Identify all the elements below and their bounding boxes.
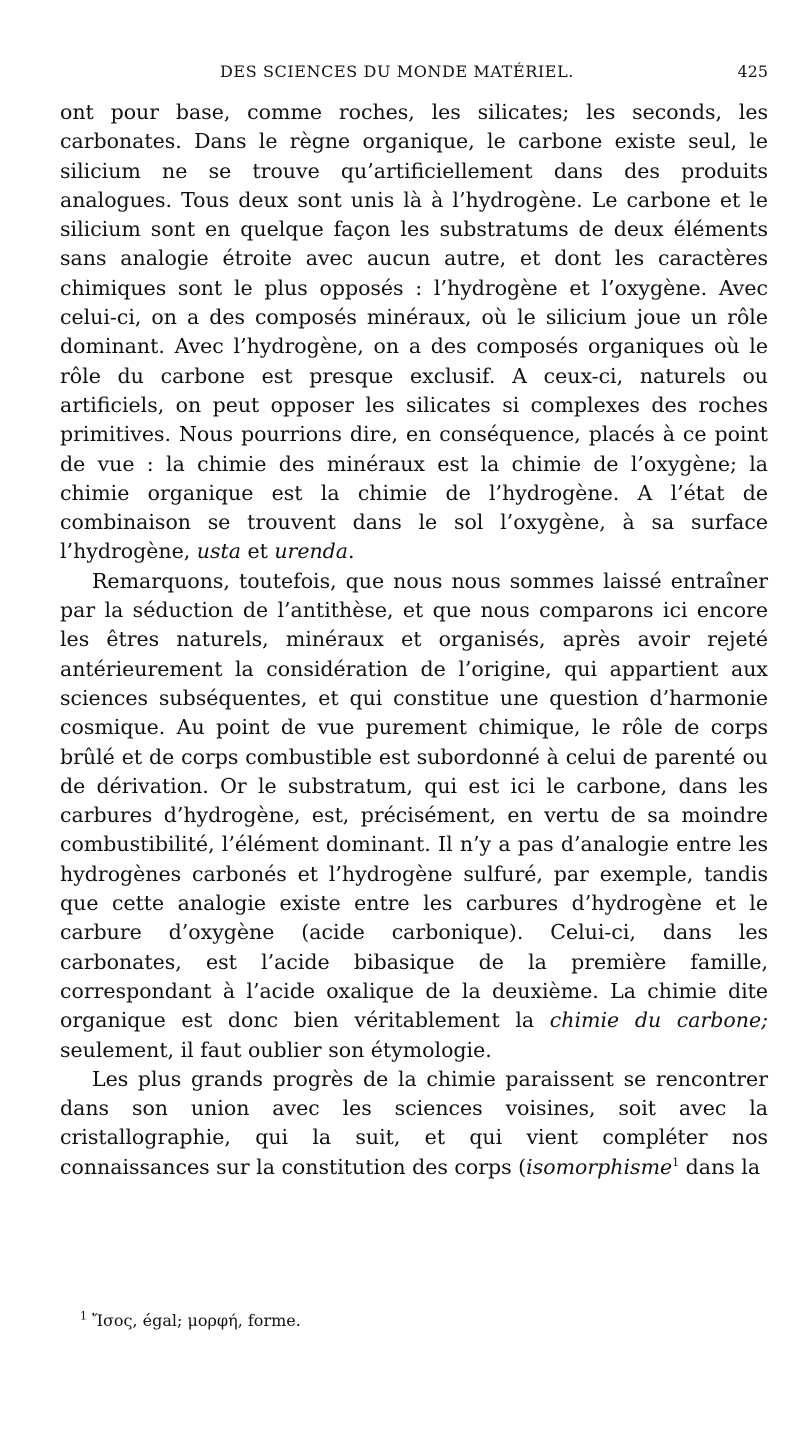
paragraph-3-end: dans la — [679, 1154, 761, 1179]
paragraph-2-end: seulement, il faut oublier son étymologie. — [60, 1037, 492, 1062]
paragraph-1-between: et — [240, 539, 275, 564]
paragraph-1-italic-urenda: urenda — [274, 539, 349, 564]
footnote — [80, 1310, 301, 1332]
paragraph-1 — [60, 98, 768, 567]
footnote-marker: 1 — [80, 1309, 87, 1323]
running-title: DES SCIENCES DU MONDE MATÉRIEL. — [220, 62, 574, 81]
paragraph-3-italic: isomorphisme — [526, 1154, 673, 1179]
running-head — [60, 58, 768, 92]
paragraph-2 — [60, 567, 768, 1065]
body-text — [60, 98, 768, 1182]
footnote-reference[interactable]: 1 — [672, 1155, 680, 1169]
page-number: 425 — [737, 62, 768, 81]
paragraph-1-text: ont pour base, comme roches, les silicates; les seconds, les carbonates. Dans le règne organique, le carbone existe seul, le silicium ne se trouve qu’artificiellement dans des produits analogues. Tous deux sont unis là à l’hydrogène. Le carbone et le silicium sont en quelque façon les substratums de deux éléments sans analogie étroite avec aucun autre, et dont les caractères chimiques sont le plus opposés : l’hydrogène et l’oxygène. Avec celui-ci, on a des composés minéraux, où le silicium joue un rôle dominant. Avec l’hydrogène, on a des composés organiques où le rôle du carbone est presque exclusif. A ceux-ci, naturels ou artificiels, on peut opposer les silicates si complexes des roches primitives. Nous pourrions dire, en conséquence, placés à ce point de vue : la chimie des minéraux est la chimie de l’oxygène; la chimie organique est la chimie de l’hydrogène. A l’état de combinaison se trouvent dans le sol l’oxygène, à sa surface l’hydrogène, — [60, 100, 768, 564]
footnote-text: Ἴσος, égal; μορφή, forme. — [87, 1311, 301, 1330]
paragraph-1-italic-usta: usta — [196, 539, 241, 564]
paragraph-2-text: Remarquons, toutefois, que nous nous sommes laissé entraîner par la séduction de l’antithèse, et que nous comparons ici encore les êtres naturels, minéraux et organisés, après avoir rejeté antérieurement la considération de l’origine, qui appartient aux sciences subséquentes, et qui constitue une question d’harmonie cosmique. Au point de vue purement chimique, le rôle de corps brûlé et de corps combustible est subordonné à celui de parenté ou de dérivation. Or le substratum, qui est ici le carbone, dans les carbures d’hydrogène, est, précisément, en vertu de sa moindre combustibilité, l’élément dominant. Il n’y a pas d’analogie entre les hydrogènes carbonés et l’hydrogène sulfuré, par exemple, tandis que cette analogie existe entre les carbures d’hydrogène et le carbure d’oxygène (acide carbonique). Celui-ci, dans les carbonates, est l’acide bibasique de la première famille, correspondant à l’acide oxalique de la deuxième. La chimie dite organique est donc bien véritablement la — [60, 568, 768, 1033]
book-page — [60, 58, 768, 1418]
paragraph-1-end: . — [348, 539, 355, 564]
paragraph-3 — [60, 1065, 768, 1182]
paragraph-2-italic: chimie du carbone; — [549, 1008, 769, 1033]
paragraph-3-text: Les plus grands progrès de la chimie paraissent se rencontrer dans son union avec les sciences voisines, soit avec la cristallographie, qui la suit, et qui vient compléter nos connaissances sur la constitution des corps ( — [60, 1066, 768, 1179]
